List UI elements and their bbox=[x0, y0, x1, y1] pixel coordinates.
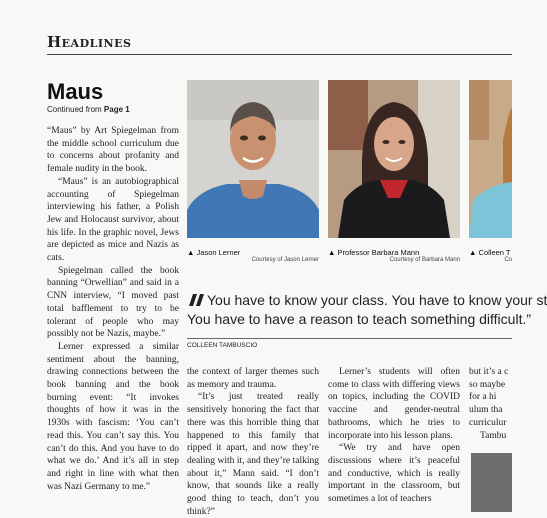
photo-colleen bbox=[469, 80, 512, 238]
pull-quote bbox=[187, 291, 547, 329]
quote-divider bbox=[187, 338, 512, 339]
paragraph: “It’s just treated really sensitively honoring the fact that there was this horrible thing that happened to this family that ripped it apart, and now they’re dealing with it, and they’re talking about it,” Mann said. “I don’t know, that sounds like a really good thing to teach, don’t you think?” bbox=[187, 392, 319, 517]
article-column-3 bbox=[328, 366, 460, 512]
photo-caption-name: ▲ Jason Lerner bbox=[187, 248, 241, 257]
paragraph-fragment: curriculur bbox=[469, 417, 507, 428]
pull-quote-line-1: You have to know your class. You have to know your st bbox=[207, 292, 547, 308]
caption-marker: ▲ bbox=[187, 248, 195, 257]
article-column-2 bbox=[187, 366, 319, 517]
article-title: Maus bbox=[47, 79, 104, 104]
article-column-4 bbox=[469, 366, 512, 446]
section-divider bbox=[47, 54, 512, 55]
photo-credit: Courtesy of Barbara Mann bbox=[389, 257, 460, 263]
paragraph: the context of larger themes such as memory and trauma. bbox=[187, 367, 319, 390]
paragraph: “We try and have open discussions where it’s peaceful and conductive, which is really important in the classroom, but sometimes a lot of teachers bbox=[328, 443, 460, 505]
caption-marker: ▲ bbox=[328, 248, 336, 257]
continued-from bbox=[47, 105, 130, 114]
paragraph: “Maus” by Art Spiegelman from the middle school curriculum due to concerns about profanity and female nudity in the book. bbox=[47, 126, 179, 175]
photo-barbara-mann bbox=[328, 80, 460, 238]
pull-quote-line-2: You have to have a reason to teach something difficult.” bbox=[187, 311, 532, 327]
paragraph: Lerner expressed a similar sentiment about the banning, drawing connections between the book banning and the book burning event: “It invokes thoughts of how it was in the 1930s with fascism: ‘You can’t read this. You can’t say this. You can’t do this. And you have to do what we do.’ And it’s all in step and right in line with what then was Nazi Germany to me.” bbox=[47, 341, 179, 492]
paragraph: “Maus” is an autobiographical accounting of Spiegelman interviewing his father, a Polish Jew and Holocaust survivor, about his life. In the graphic novel, Jews are depicted as mice and Nazis as cats. bbox=[47, 176, 179, 264]
paragraph: Lerner’s students will often come to class with differing views on topics, including the COVID vaccine and gender-neutral bathrooms, which he tries to incorporate into his lesson plans. bbox=[328, 367, 460, 441]
pull-quote-attribution: COLLEEN TAMBUSCIO bbox=[187, 342, 258, 349]
paragraph-fragment: Tambu bbox=[480, 430, 507, 441]
section-header: Headlines bbox=[47, 33, 132, 51]
paragraph-fragment: but it’s a c bbox=[469, 367, 509, 377]
portrait-image bbox=[469, 80, 512, 238]
quote-mark-icon bbox=[187, 294, 207, 306]
photo-credit: Courtesy of Jason Lerner bbox=[251, 257, 319, 263]
paragraph-fragment: ulum tha bbox=[469, 405, 503, 416]
paragraph-fragment: so maybe bbox=[469, 379, 506, 390]
article-column-1 bbox=[47, 125, 179, 512]
portrait-image bbox=[328, 80, 460, 238]
photo-jason-lerner bbox=[187, 80, 319, 238]
image-placeholder bbox=[471, 453, 512, 512]
paragraph-fragment: for a hi bbox=[469, 392, 497, 403]
continued-prefix: Continued from bbox=[47, 105, 104, 114]
photo-caption-name: ▲ Colleen T bbox=[469, 248, 511, 257]
photo-caption-name: ▲ Professor Barbara Mann bbox=[328, 248, 420, 257]
continued-page-link[interactable]: Page 1 bbox=[103, 105, 130, 114]
portrait-image bbox=[187, 80, 319, 238]
caption-marker: ▲ bbox=[469, 248, 477, 257]
photo-credit: Co bbox=[504, 257, 512, 263]
paragraph: Spiegelman called the book banning “Orwellian” and said in a CNN interview, “I moved past total bafflement to try to be tolerant of people who may possibly not be Nazis, maybe.” bbox=[47, 265, 179, 340]
